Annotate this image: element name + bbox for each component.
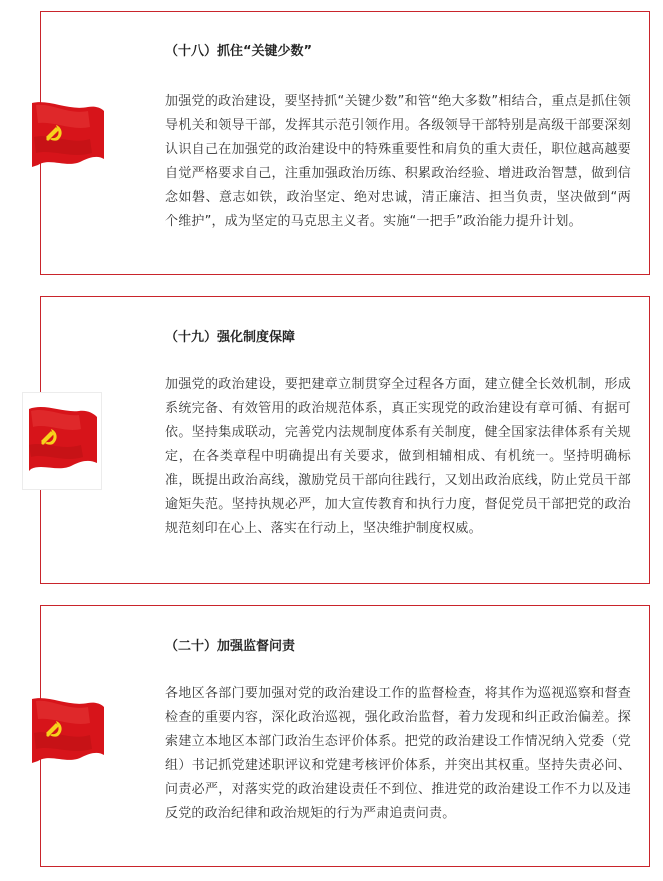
section-body: 加强党的政治建设，要把建章立制贯穿全过程各方面，建立健全长效机制，形成系统完备、有效管用的政治规范体系，真正实现党的政治建设有章可循、有据可依。坚持集成联动，完善党内法规制度体系有关制度，健全国家法律体系有关规定，在各类章程中明确提出有关要求，做到相辅相成、有机统一。坚持明确标准，既提出政治高线，激励党员干部向往践行，又划出政治底线，防止党员干部逾矩失范。坚持执规必严，加大宣传教育和执行力度，督促党员干部把党的政治规范刻印在心上、落实在行动上，坚决维护制度权威。: [165, 377, 631, 536]
section-card-19: [40, 296, 650, 584]
section-title: （十八）抓住“关键少数”: [165, 44, 313, 59]
section-card-18: [40, 11, 650, 275]
party-flag-icon: [28, 97, 108, 177]
section-card-20: [40, 605, 650, 867]
section-body: 各地区各部门要加强对党的政治建设工作的监督检查，将其作为巡视巡察和督查检查的重要内容，深化政治巡视，强化政治监督，着力发现和纠正政治偏差。探索建立本地区本部门政治生态评价体系。把党的政治建设工作情况纳入党委（党组）书记抓党建述职评议和党建考核评价体系，并突出其权重。坚持失责必问、问责必严，对落实党的政治建设责任不到位、推进党的政治建设工作不力以及违反党的政治纪律和政治规矩的行为严肃追责问责。: [165, 686, 631, 821]
section-title: （十九）强化制度保障: [165, 330, 296, 345]
section-body: 加强党的政治建设，要坚持抓“关键少数”和管“绝大多数”相结合，重点是抓住领导机关和领导干部，发挥其示范引领作用。各级领导干部特别是高级干部要深刻认识自己在加强党的政治建设中的特殊重要性和肩负的重大责任，职位越高越要自觉严格要求自己，注重加强政治历练、积累政治经验、增进政治智慧，做到信念如磐、意志如铁，政治坚定、绝对忠诚，清正廉洁、担当负责，坚决做到“两个维护”，成为坚定的马克思主义者。实施“一把手”政治能力提升计划。: [165, 94, 631, 229]
section-title: （二十）加强监督问责: [165, 639, 296, 654]
party-flag-icon: [28, 693, 108, 773]
party-flag-icon: [22, 392, 102, 490]
